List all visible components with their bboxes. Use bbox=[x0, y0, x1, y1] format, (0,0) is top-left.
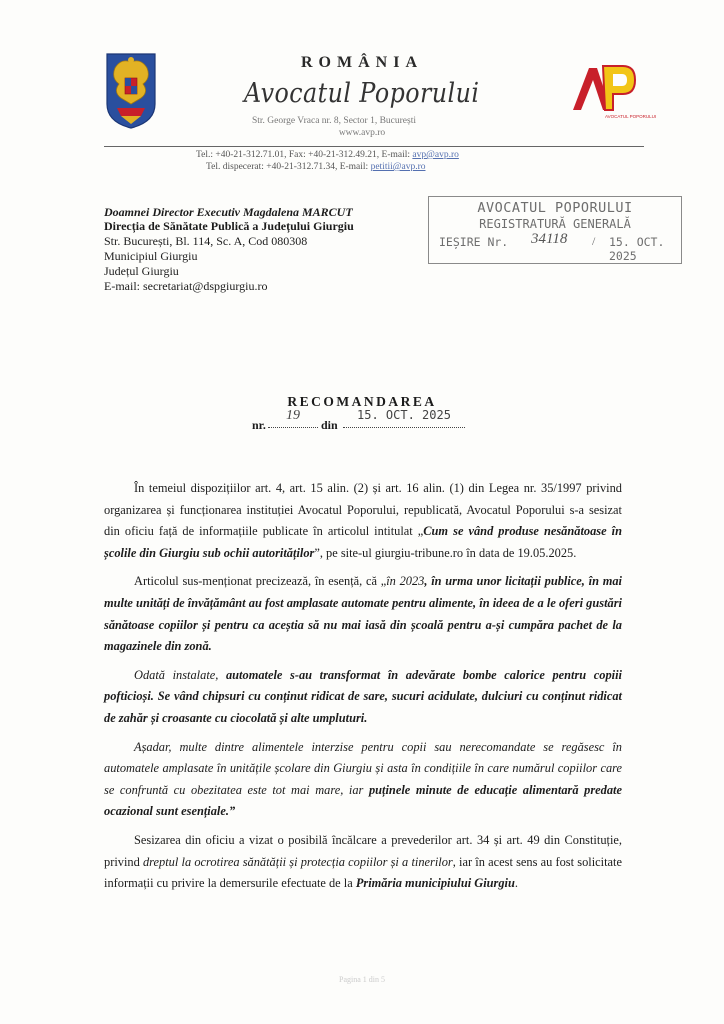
document-body bbox=[104, 478, 622, 902]
document-nr-value: 19 bbox=[268, 408, 318, 428]
header-contact-line-1: Tel.: +40-21-312.71.01, Fax: +40-21-312.49.21, E-mail: avp@avp.ro bbox=[196, 150, 459, 160]
header-address: Str. George Vraca nr. 8, Sector 1, București bbox=[252, 116, 416, 126]
header-contact-line-2: Tel. dispecerat: +40-21-312.71.34, E-mail: petitii@avp.ro bbox=[206, 162, 426, 172]
stamp-subtitle: REGISTRATURĂ GENERALĂ bbox=[479, 217, 631, 231]
addressee-city: Municipiul Giurgiu bbox=[104, 249, 198, 263]
stamp-date: 15. OCT. 2025 bbox=[609, 235, 665, 263]
page-number: Pagina 1 din 5 bbox=[339, 975, 385, 984]
stamp-number: 34118 bbox=[531, 231, 568, 247]
email-link-petitii[interactable]: petitii@avp.ro bbox=[370, 162, 426, 172]
stamp-exit-label: IEȘIRE Nr. bbox=[439, 235, 509, 249]
stamp-title: AVOCATUL POPORULUI bbox=[477, 200, 633, 216]
registry-stamp bbox=[428, 196, 682, 264]
document-title: RECOMANDAREA bbox=[287, 394, 437, 409]
addressee-institution: Direcția de Sănătate Publică a Județului Giurgiu bbox=[104, 219, 354, 233]
email-link-avp[interactable]: avp@avp.ro bbox=[412, 150, 459, 160]
avp-logo-icon bbox=[567, 60, 657, 120]
paragraph-3: Odată instalate, automatele s-au transformat în adevărate bombe calorice pentru copiii pofticioși. Se vând chipsuri cu conținut ridicat de sare, sucuri acidulate, dulciuri cu conținut ridicat de zahăr și croasante cu ciocolată și alte umpluturi. bbox=[104, 667, 622, 725]
addressee-street: Str. București, Bl. 114, Sc. A, Cod 080308 bbox=[104, 234, 308, 248]
addressee-name: Doamnei Director Executiv Magdalena MARCUT bbox=[104, 205, 353, 219]
paragraph-1: În temeiul dispozițiilor art. 4, art. 15 alin. (2) și art. 16 alin. (1) din Legea nr. 35/1997 privind organizarea și funcționarea instituției Avocatul Poporului, republicată, Avocatul Poporului s-a sesizat din oficiu față de informațiile publicate în articolul intitulat „Cum se vând produse nesănătoase în școlile din Giurgiu sub ochii autorităților”, pe site-ul giurgiu-tribune.ro în data de 19.05.2025. bbox=[104, 481, 623, 560]
paragraph-5: Sesizarea din oficiu a vizat o posibilă încălcare a prevederilor art. 34 și art. 49 din Constituție, privind dreptul la ocrotirea sănătății și protecția copiilor și a tinerilor, iar în acest sens au fost solicitate informații cu privire la demersurile efectuate de la Primăria municipiului Giurgiu. bbox=[104, 832, 622, 891]
document-din-label: din bbox=[321, 418, 338, 432]
paragraph-4: Așadar, multe dintre alimentele interzise pentru copii sau nerecomandate se regăsesc în automatele amplasate în unitățile școlare din Giurgiu și asta în condițiile în care numărul copiilor care se confruntă cu obezitatea este tot mai mare, iar puținele minute de educație alimentară predate ocazional sunt esențiale.” bbox=[104, 739, 622, 819]
document-nr-label: nr. bbox=[252, 418, 266, 432]
stamp-separator: / bbox=[592, 234, 596, 248]
header-institution: Avocatul Poporului bbox=[244, 78, 480, 109]
header-country: ROMÂNIA bbox=[301, 54, 423, 71]
addressee-county: Județul Giurgiu bbox=[104, 264, 179, 278]
header-divider bbox=[104, 146, 644, 147]
document-date-value: 15. OCT. 2025 bbox=[343, 408, 465, 428]
avp-logo-caption: AVOCATUL POPORULUI bbox=[605, 114, 657, 119]
header-website[interactable]: www.avp.ro bbox=[338, 128, 386, 138]
paragraph-2: Articolul sus-menționat precizează, în esență, că „în 2023, în urma unor licitații publice, în mai multe unități de învățământ au fost amplasate automate pentru alimente, în ideea de a le oferi gustări sănătoase copiilor și pentru ca aceștia să nu mai iasă din școală pentru a-și cumpăra pachet de la magazinele din zonă. bbox=[104, 574, 622, 654]
addressee-email: E-mail: secretariat@dspgiurgiu.ro bbox=[104, 279, 268, 293]
